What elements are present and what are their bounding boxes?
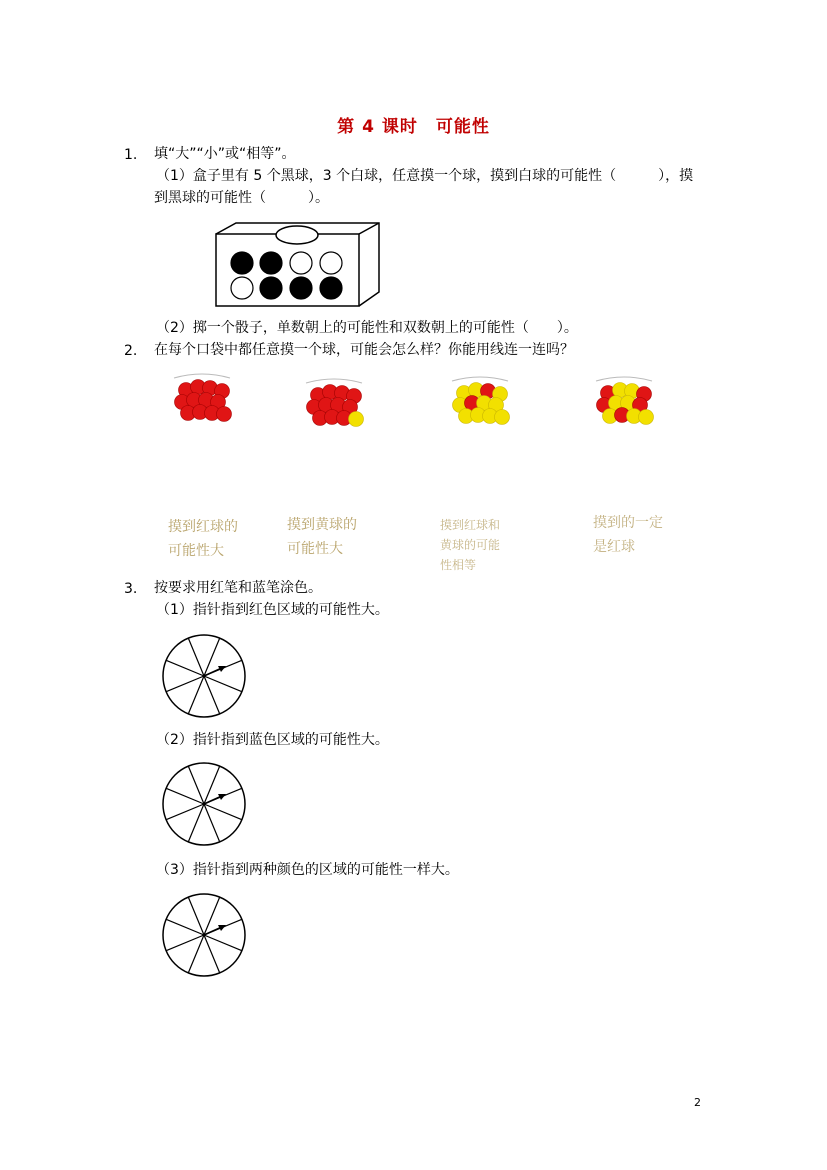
q1-sub1-line2: 到黑球的可能性（ ）。 — [154, 190, 329, 206]
black-ball — [290, 277, 312, 299]
bag-1-all-red — [170, 372, 234, 434]
q3-stem: 按要求用红笔和蓝笔涂色。 — [154, 580, 322, 596]
white-ball — [320, 252, 342, 274]
q2-stem: 在每个口袋中都任意摸一个球，可能会怎么样？你能用线连一连吗？ — [154, 342, 574, 358]
spinner-1 — [160, 632, 248, 720]
q3-sub1: （1）指针指到红色区域的可能性大。 — [156, 602, 389, 618]
q1-number: 1. — [124, 147, 138, 163]
answer-card-3: 摸到红球和 黄球的可能 性相等 — [440, 518, 501, 572]
white-ball — [290, 252, 312, 274]
q2-number: 2. — [124, 343, 138, 359]
black-ball — [231, 252, 253, 274]
bag-4-half-half — [592, 375, 656, 435]
bag-3-mostly-yellow — [448, 375, 512, 435]
page-title: 第 4 课时 可能性 — [337, 117, 490, 137]
answer-card-2: 摸到黄球的 可能性大 — [287, 517, 357, 557]
answer-card-1: 摸到红球的 可能性大 — [168, 519, 238, 559]
q3-number: 3. — [124, 581, 138, 597]
q1-sub1-line1: （1）盒子里有 5 个黑球，3 个白球，任意摸一个球，摸到白球的可能性（ ），摸 — [156, 168, 694, 184]
q3-sub2: （2）指针指到蓝色区域的可能性大。 — [156, 732, 389, 748]
q1-stem: 填“大”“小”或“相等”。 — [154, 146, 296, 162]
bag-2-mostly-red — [302, 377, 366, 435]
q1-sub2: （2）掷一个骰子，单数朝上的可能性和双数朝上的可能性（ ）。 — [156, 320, 578, 336]
spinner-2 — [160, 760, 248, 848]
page-number: 2 — [694, 1096, 701, 1109]
ball-box-figure — [215, 222, 381, 308]
yellow-ball — [349, 412, 364, 427]
black-ball — [260, 252, 282, 274]
black-ball — [260, 277, 282, 299]
answer-card-4: 摸到的一定 是红球 — [593, 515, 663, 555]
yellow-ball — [495, 410, 510, 425]
white-ball — [231, 277, 253, 299]
black-ball — [320, 277, 342, 299]
red-ball — [217, 407, 232, 422]
yellow-ball — [639, 410, 654, 425]
q3-sub3: （3）指针指到两种颜色的区域的可能性一样大。 — [156, 862, 459, 878]
spinner-3 — [160, 891, 248, 979]
